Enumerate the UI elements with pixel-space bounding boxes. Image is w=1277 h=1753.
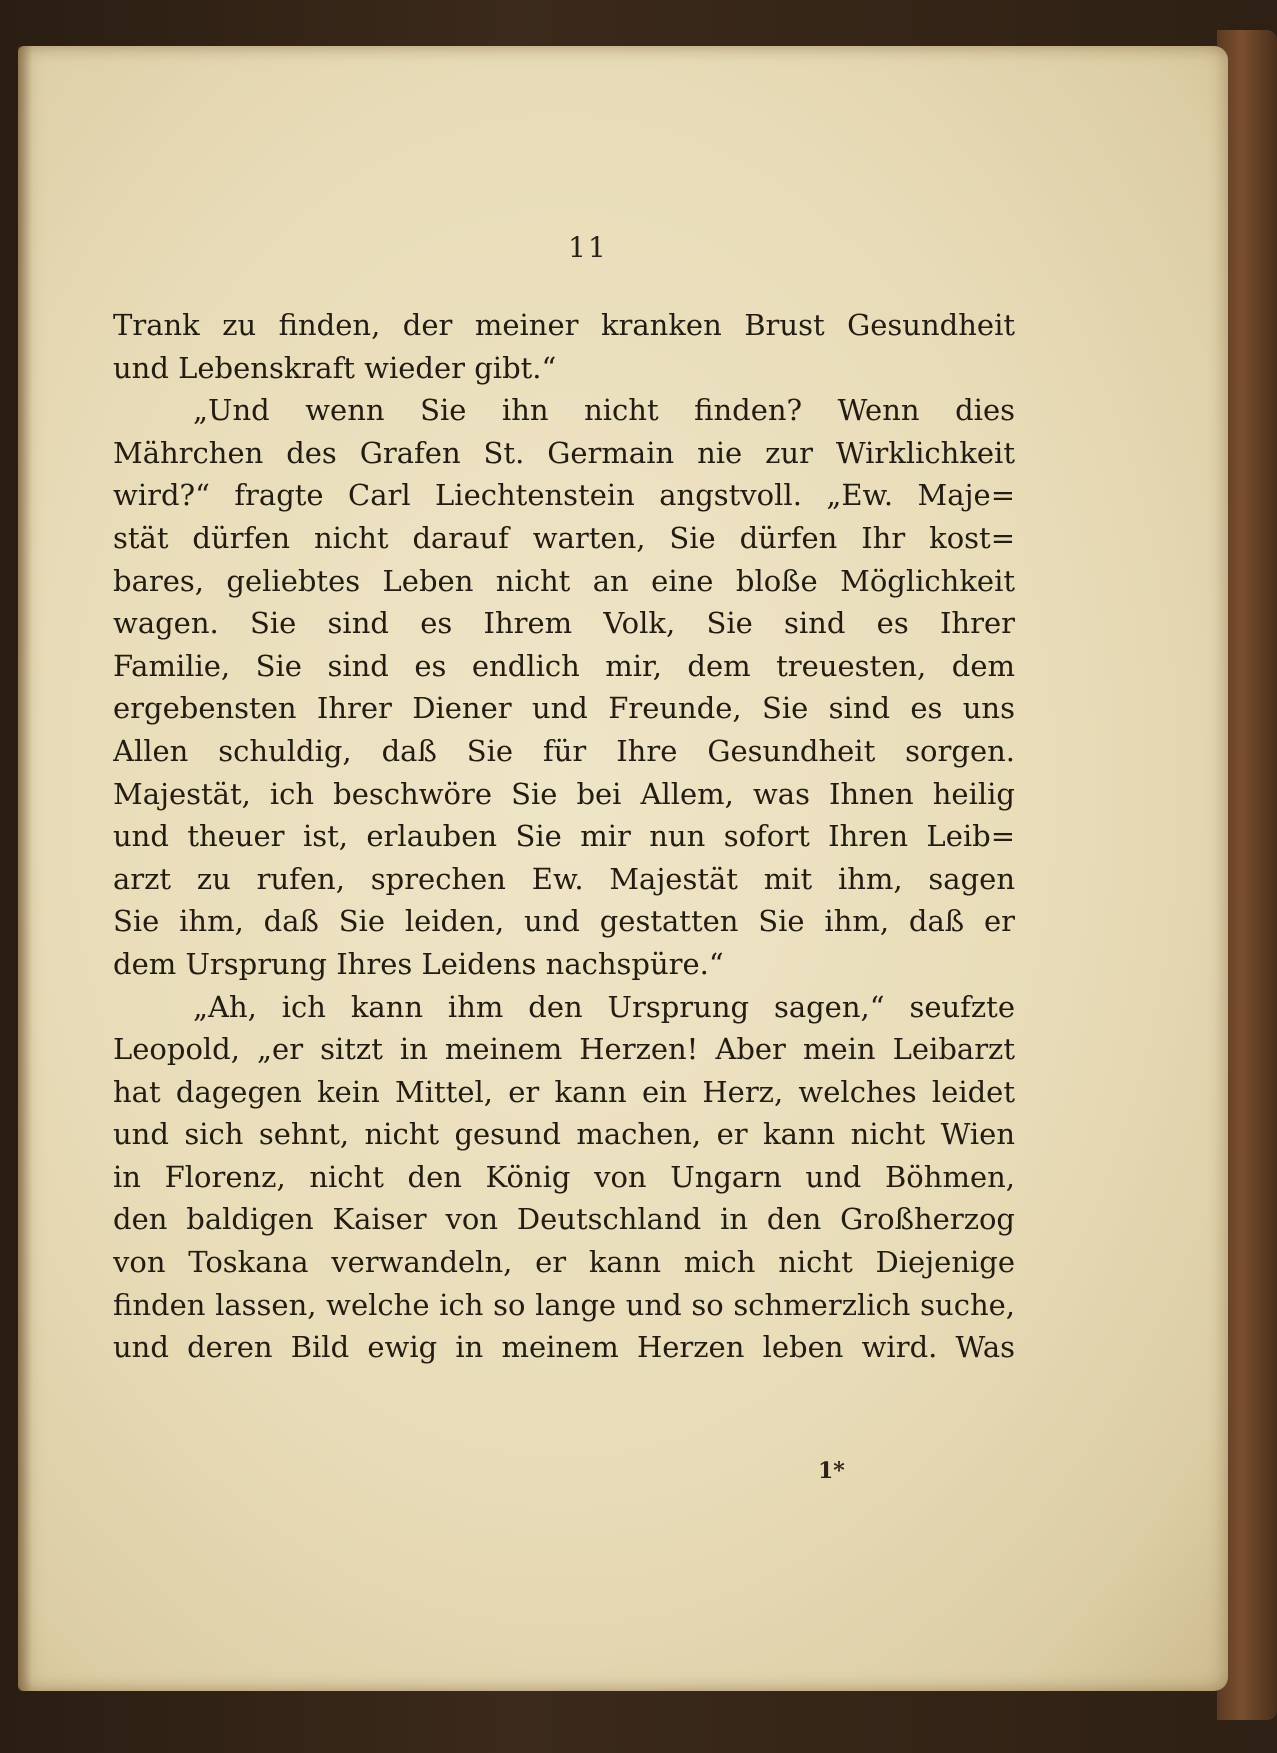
text-line: ergebensten Ihrer Diener und Freunde, Sie sind es uns: [113, 691, 1015, 726]
text-line: den baldigen Kaiser von Deutschland in den Großherzog: [113, 1202, 1015, 1237]
text-line: Leopold, „er sitzt in meinem Herzen! Aber mein Leibarzt: [113, 1032, 1015, 1067]
printer-signature-mark: 1*: [818, 1458, 845, 1484]
text-line: stät dürfen nicht darauf warten, Sie dürfen Ihr kost=: [113, 520, 1015, 555]
text-line: „Und wenn Sie ihn nicht finden? Wenn dies: [193, 393, 1015, 428]
text-line: dem Ursprung Ihres Leidens nachspüre.“: [113, 946, 724, 981]
text-line: wird?“ fragte Carl Liechtenstein angstvoll. „Ew. Maje=: [113, 478, 1015, 513]
text-line: Trank zu finden, der meiner kranken Brust Gesundheit: [113, 308, 1015, 342]
text-line: „Ah, ich kann ihm den Ursprung sagen,“ seufzte: [193, 989, 1015, 1024]
text-line: Mährchen des Grafen St. Germain nie zur Wirklichkeit: [113, 435, 1015, 470]
text-line: und sich sehnt, nicht gesund machen, er kann nicht Wien: [113, 1117, 1015, 1152]
book-page: [18, 46, 1228, 1691]
text-line: hat dagegen kein Mittel, er kann ein Herz, welches leidet: [113, 1074, 1015, 1109]
text-line: arzt zu rufen, sprechen Ew. Majestät mit ihm, sagen: [113, 861, 1015, 896]
text-line: und deren Bild ewig in meinem Herzen leben wird. Was: [113, 1330, 1015, 1365]
page-text-body: [113, 304, 1015, 1369]
text-line: bares, geliebtes Leben nicht an eine bloße Möglichkeit: [113, 563, 1015, 598]
text-line: von Toskana verwandeln, er kann mich nicht Diejenige: [113, 1245, 1015, 1280]
page-number: 11: [568, 231, 608, 264]
text-line: Familie, Sie sind es endlich mir, dem treuesten, dem: [113, 648, 1015, 683]
text-line: Sie ihm, daß Sie leiden, und gestatten Sie ihm, daß er: [113, 904, 1015, 939]
text-line: in Florenz, nicht den König von Ungarn und Böhmen,: [113, 1159, 1015, 1194]
page-gutter-shadow: [18, 46, 32, 1691]
text-line: Majestät, ich beschwöre Sie bei Allem, was Ihnen heilig: [113, 776, 1015, 811]
text-line: Allen schuldig, daß Sie für Ihre Gesundheit sorgen.: [113, 733, 1015, 768]
text-line: wagen. Sie sind es Ihrem Volk, Sie sind es Ihrer: [113, 606, 1015, 641]
text-line: finden lassen, welche ich so lange und so schmerzlich suche,: [113, 1287, 1015, 1322]
text-line: und Lebenskraft wieder gibt.“: [113, 350, 557, 385]
text-line: und theuer ist, erlauben Sie mir nun sofort Ihren Leib=: [113, 819, 1015, 854]
